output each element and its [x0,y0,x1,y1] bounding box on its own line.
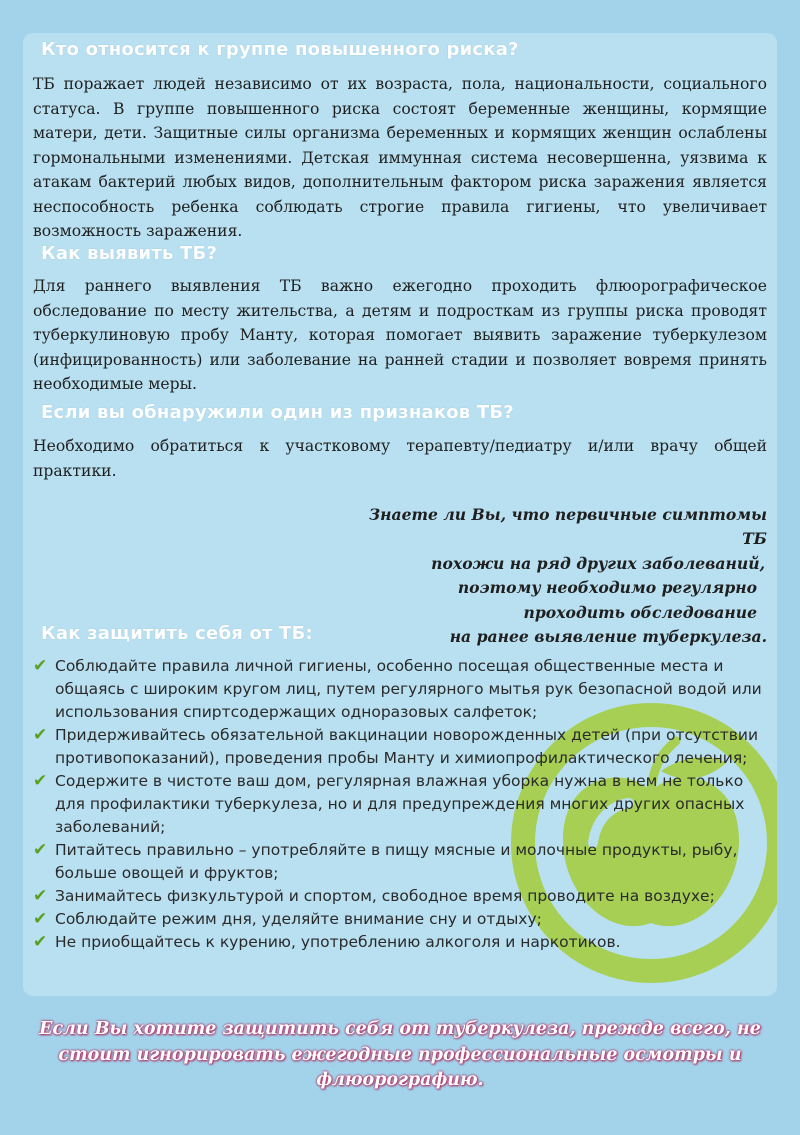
protection-checklist [33,655,767,954]
list-item [33,724,767,770]
fact-callout-line: проходить обследование [523,602,757,622]
section-heading-symptoms: Если вы обнаружили один из признаков ТБ? [41,402,514,423]
fact-callout [347,503,767,649]
list-item [33,655,767,724]
check-mark-icon: ✔ [33,909,48,929]
list-item [33,931,767,954]
section-heading-risk-group: Кто относится к группе повышенного риска? [41,39,519,60]
list-item-text: Соблюдайте правила личной гигиены, особенно посещая общественные места и общаясь с широким кругом лиц, путем регулярного мытья рук безопасной водой или использования спиртсодержащих одноразовых салфеток; [55,657,762,721]
content-panel [23,33,777,996]
check-mark-icon: ✔ [33,656,48,676]
list-item-text: Придерживайтесь обязательной вакцинации новорожденных детей (при отсутствии противопоказаний), проведения пробы Манту и химиопрофилактического лечения; [55,726,759,767]
section-heading-detection: Как выявить ТБ? [41,243,218,264]
list-item [33,770,767,839]
check-mark-icon: ✔ [33,725,48,745]
section-text-risk-group: ТБ поражает людей независимо от их возраста, пола, национальности, социального статуса. В группе повышенного риска состоят беременные женщины, кормящие матери, дети. Защитные силы организма беременных и кормящих женщин ослаблены гормональными изменениями. Детская иммунная система несовершенна, уязвима к атакам бактерий любых видов, дополнительным фактором риска заражения является неспособность ребенка соблюдать строгие правила гигиены, что увеличивает возможность заражения. [33,75,767,240]
list-item-text: Занимайтесь физкультурой и спортом, свободное время проводите на воздухе; [55,887,715,905]
list-item [33,908,767,931]
check-mark-icon: ✔ [33,771,48,791]
list-item [33,839,767,885]
section-text-symptoms: Необходимо обратиться к участковому терапевту/педиатру и/или врачу общей практики. [33,437,767,480]
list-item-text: Соблюдайте режим дня, уделяйте внимание сну и отдыху; [55,910,542,928]
check-mark-icon: ✔ [33,886,48,906]
section-heading-protection: Как защитить себя от ТБ: [41,623,313,644]
fact-callout-line: на ранее выявление туберкулеза. [449,627,767,647]
footer-slogan: Если Вы хотите защитить себя от туберкулеза, прежде всего, не стоит игнорировать ежегодные профессиональные осмотры и флюорографию. [39,1019,761,1090]
check-mark-icon: ✔ [33,840,48,860]
fact-callout-line: поэтому необходимо регулярно [457,578,757,598]
list-item-text: Не приобщайтесь к курению, употреблению алкоголя и наркотиков. [55,933,621,951]
check-mark-icon: ✔ [33,932,48,952]
list-item-text: Питайтесь правильно – употребляйте в пищу мясные и молочные продукты, рыбу, больше овощей и фруктов; [55,841,738,882]
section-text-detection: Для раннего выявления ТБ важно ежегодно проходить флюорографическое обследование по месту жительства, а детям и подросткам из группы риска проводят туберкулиновую пробу Манту, которая помогает выявить заражение туберкулезом (инфицированность) или заболевание на ранней стадии и позволяет вовремя принять необходимые меры. [33,277,767,393]
list-item [33,885,767,908]
list-item-text: Содержите в чистоте ваш дом, регулярная влажная уборка нужна в нем не только для профилактики туберкулеза, но и для предупреждения многих других опасных заболеваний; [55,772,745,836]
fact-callout-line: похожи на ряд других заболеваний, [431,553,765,573]
fact-callout-line: Знаете ли Вы, что первичные симптомы ТБ [368,505,767,549]
